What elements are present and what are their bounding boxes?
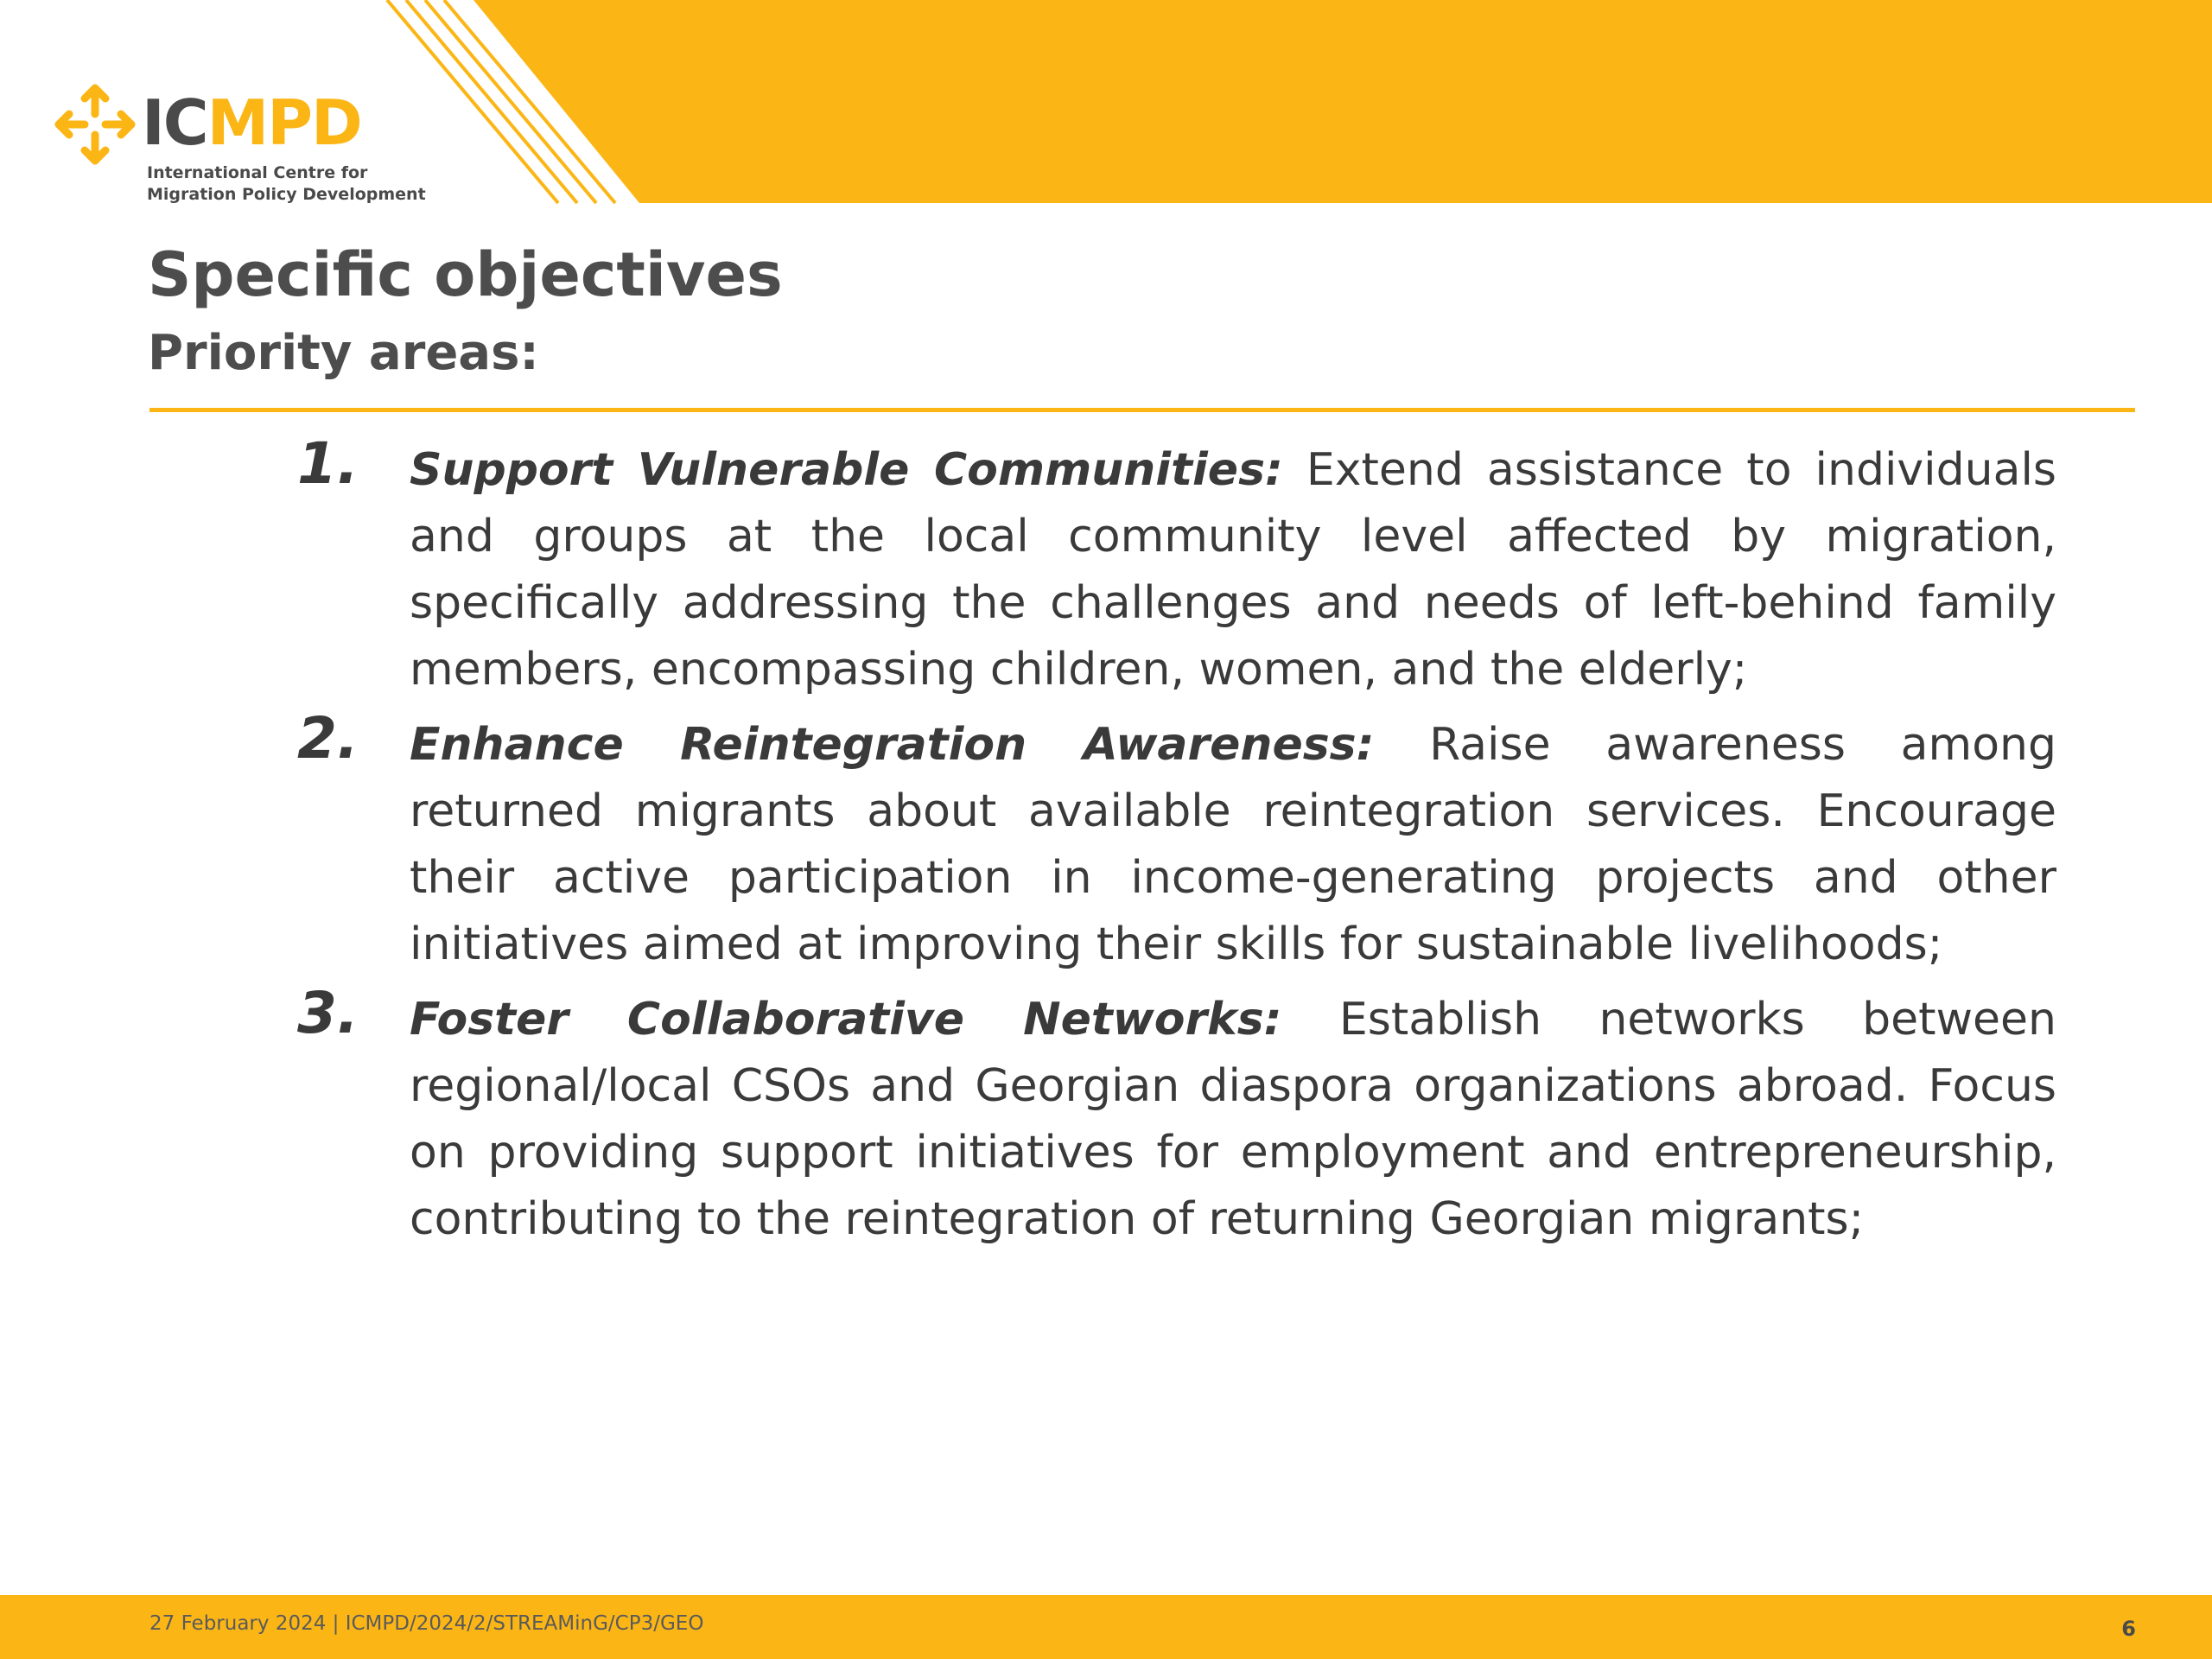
slide-title: Specific objectives [148,239,783,310]
logo-wordmark-part: IC [142,86,207,159]
page-number: 6 [2121,1617,2136,1641]
objective-text: Raise awareness among returned migrants about available reintegration services. Encourage their active participation in income-generating projects and other initiatives aimed at improving their skills for sustainable livelihoods; [410,719,2056,970]
objective-list [285,430,2056,1262]
banner-fill [474,0,2212,203]
icmpd-logo [54,83,434,213]
objective-item [285,705,2056,978]
slide-subtitle: Priority areas: [148,325,539,381]
logo-subtitle-line: International Centre for [147,163,368,182]
footer-text: 27 February 2024 | ICMPD/2024/2/STREAMinG/CP3/GEO [149,1612,704,1635]
objective-heading: Foster Collaborative Networks: [410,994,1282,1046]
logo-subtitle-line: Migration Policy Development [147,185,426,204]
objective-heading: Support Vulnerable Communities: [410,444,1283,496]
objective-text: Establish networks between regional/local CSOs and Georgian diaspora organizations abroad. Focus on providing support initiatives for employment and entrepreneurship, contributing to the reintegration of returning Georgian migrants; [410,994,2056,1245]
logo-wordmark [142,86,361,159]
objective-text: Extend assistance to individuals and groups at the local community level affected by migration, specifically addressing the challenges and needs of left-behind family members, encompassing children, women, and the elderly; [410,444,2056,696]
logo-wordmark-part: MPD [207,86,361,159]
title-divider [149,408,2135,412]
compass-arrows-icon [54,83,137,166]
objective-number: 3. [297,980,359,1046]
objective-number: 2. [297,705,359,772]
objective-number: 1. [297,430,359,497]
objective-item [285,980,2056,1253]
objective-item [285,430,2056,703]
footer-bar [0,1595,2212,1659]
logo-subtitle [147,162,426,206]
objective-heading: Enhance Reintegration Awareness: [410,719,1375,771]
